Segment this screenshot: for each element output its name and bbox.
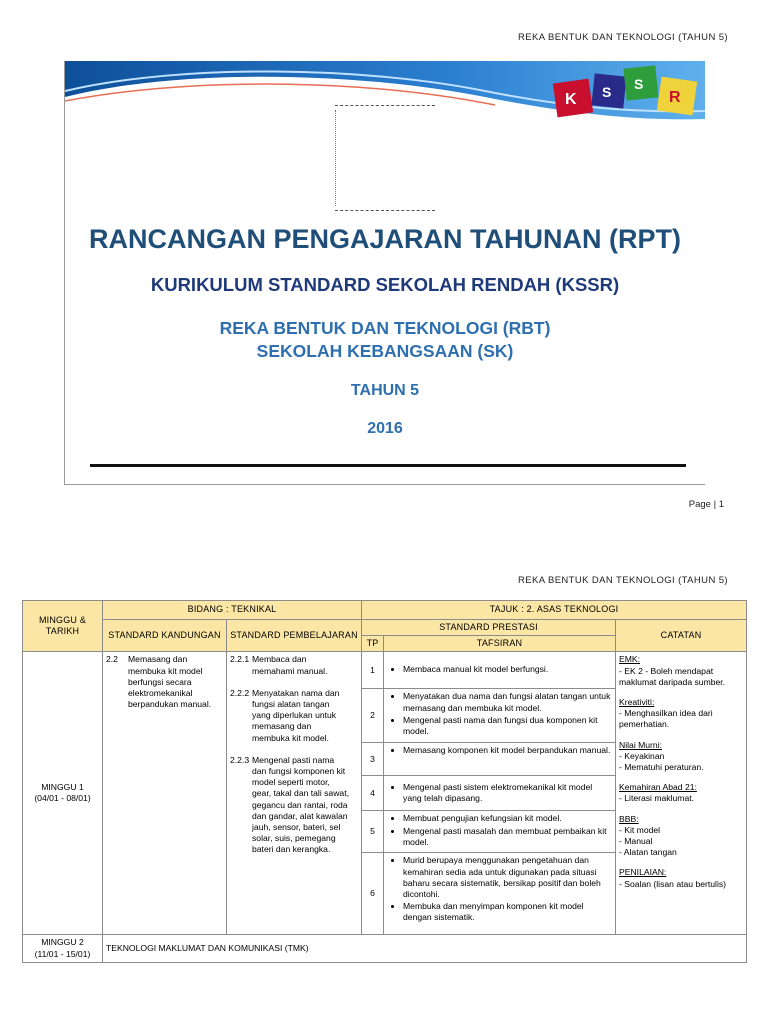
- header-standard-pembelajaran: STANDARD PEMBELAJARAN: [227, 620, 362, 652]
- subject-heading: [65, 317, 705, 363]
- tp-5: 5: [362, 811, 384, 853]
- header-standard-kandungan: STANDARD KANDUNGAN: [103, 620, 227, 652]
- tafsiran-tp-5: • Membuat pengujian kefungsian kit model. • Mengenal pasti masalah dan membuat pembaikan kit model.: [384, 811, 616, 853]
- tafsiran-tp-6: • Murid berupaya menggunakan pengetahuan dan kemahiran sedia ada untuk digunakan pada situasi baharu secara sistematik, bersikap positif dan boleh dicontohi. • Membuka dan menyimpan komponen kit model dengan sistematik.: [384, 853, 616, 935]
- week-2-cell: [23, 935, 103, 962]
- week-1-cell: [23, 652, 103, 935]
- header-catatan: CATATAN: [616, 620, 747, 652]
- header-minggu: MINGGU & TARIKH: [23, 601, 103, 652]
- header-bidang: BIDANG : TEKNIKAL: [103, 601, 362, 620]
- subject-line-1: REKA BENTUK DAN TEKNOLOGI (RBT): [219, 318, 551, 338]
- sp-item: 2.2.3 Mengenal pasti nama dan fungsi komponen kit model seperti motor, gear, takal dan tali sawat, gegancu dan rantai, roda dan gandar, alat kawalan jauh, sensor, bateri, sel solar, suis, pemegang bateri dan kerangka.: [230, 754, 349, 855]
- tp-2: 2: [362, 689, 384, 743]
- tp-3: 3: [362, 743, 384, 776]
- standard-kandungan-cell: [103, 652, 227, 935]
- running-header-page-2: REKA BENTUK DAN TEKNOLOGI (TAHUN 5): [517, 575, 728, 586]
- tp-1: 1: [362, 652, 384, 689]
- week-2-topic: TEKNOLOGI MAKLUMAT DAN KOMUNIKASI (TMK): [103, 935, 747, 962]
- tafsiran-tp-3: • Memasang komponen kit model berpandukan manual.: [384, 743, 616, 776]
- sk-number: 2.2: [106, 654, 118, 665]
- document-subtitle: KURIKULUM STANDARD SEKOLAH RENDAH (KSSR): [150, 274, 620, 295]
- header-tp: TP: [362, 636, 384, 652]
- logo-placeholder: [335, 105, 435, 211]
- subject-line-2: SEKOLAH KEBANGSAAN (SK): [256, 341, 514, 361]
- header-standard-prestasi: STANDARD PRESTASI: [362, 620, 616, 636]
- cube-letter-r: R: [669, 89, 681, 106]
- divider-rule: [90, 464, 686, 467]
- header-tafsiran: TAFSIRAN: [384, 636, 616, 652]
- document-title: RANCANGAN PENGAJARAN TAHUNAN (RPT): [89, 224, 681, 254]
- tp-6: 6: [362, 853, 384, 935]
- week-1-label: MINGGU 1: [41, 782, 84, 793]
- tafsiran-tp-2: • Menyatakan dua nama dan fungsi alatan tangan untuk memasang dan membuka kit model. • Mengenal pasti nama dan fungsi dua komponen kit model.: [384, 689, 616, 743]
- year-level: TAHUN 5: [350, 382, 420, 399]
- sk-text: Memasang dan membuka kit model berfungsi secara elektromekanikal berpandukan manual.: [128, 654, 212, 710]
- cube-letter-k: K: [565, 91, 577, 108]
- cover-frame: [64, 61, 705, 485]
- tafsiran-tp-1: • Membaca manual kit model berfungsi.: [384, 652, 616, 689]
- tp-4: 4: [362, 776, 384, 811]
- year: 2016: [367, 420, 403, 437]
- sp-item: 2.2.1 Membaca dan memahami manual.: [230, 654, 328, 676]
- standard-pembelajaran-cell: [227, 652, 362, 935]
- cube-letter-s2: S: [634, 76, 644, 92]
- running-header: REKA BENTUK DAN TEKNOLOGI (TAHUN 5): [517, 32, 728, 43]
- header-tajuk: TAJUK : 2. ASAS TEKNOLOGI: [362, 601, 747, 620]
- week-2-dates: (11/01 - 15/01): [34, 948, 91, 959]
- page-number: Page | 1: [688, 499, 724, 510]
- tafsiran-tp-4: • Mengenal pasti sistem elektromekanikal kit model yang telah dipasang.: [384, 776, 616, 811]
- sp-item: 2.2.2 Menyatakan nama dan fungsi alatan tangan yang diperlukan untuk memasang dan membuka kit model.: [230, 687, 340, 743]
- rpt-table: [22, 600, 747, 963]
- cube-letter-s1: S: [602, 84, 612, 100]
- week-2-label: MINGGU 2: [41, 937, 84, 948]
- week-1-dates: (04/01 - 08/01): [34, 793, 91, 804]
- catatan-cell: EMK: - EK 2 - Boleh mendapat maklumat daripada sumber. Kreativiti: - Menghasilkan idea dari pemerhatian. Nilai Murni: - Keyakinan - Mematuhi peraturan. Kemahiran Abad 21: - Literasi maklumat. BBB: - Kit model - Manual - Alatan tangan PENILAIAN: - Soalan (lisan atau bertulis): [616, 652, 747, 935]
